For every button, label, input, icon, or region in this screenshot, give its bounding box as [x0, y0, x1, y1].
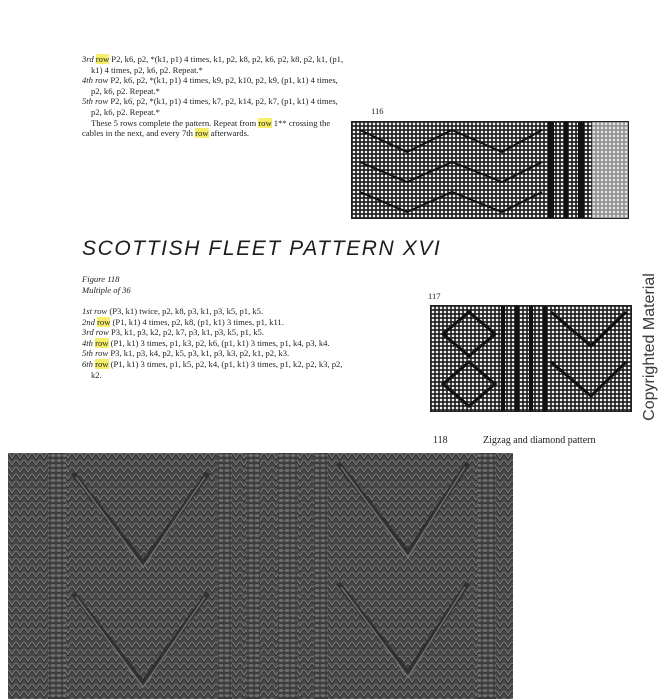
- row-text: P2, k6, p2, *(k1, p1) 4 times, k1, p2, k8, p2, k6, p2, k8, p2, k1, (p1, k1) 4 times, p2, k6, p2. Repeat.*: [91, 54, 344, 75]
- row-label: 5th row: [82, 96, 109, 107]
- row-label: 3rd: [82, 54, 94, 64]
- highlighted-word: row: [195, 128, 209, 139]
- summary-text: afterwards.: [208, 128, 250, 139]
- knit-texture-image: [8, 453, 513, 699]
- figure-118-number: 118: [433, 435, 448, 446]
- chart-117-grid: [430, 305, 632, 412]
- multiple-note: Multiple of 36: [82, 285, 131, 295]
- row-label: 4th: [82, 337, 93, 348]
- row-label: 4th row: [82, 75, 109, 86]
- knit-swatch-photo: [8, 453, 513, 699]
- summary-text: These 5 rows complete the pattern. Repeat from: [91, 117, 259, 128]
- summary-text: 1** crossing the cables in the next, and every 7th: [82, 117, 331, 139]
- highlighted-word: row: [97, 316, 111, 327]
- row-4-instruction: [82, 75, 350, 96]
- row-label: 3rd row: [82, 327, 109, 338]
- chart-116-svg: [352, 122, 628, 218]
- chart-116-grid: [351, 121, 629, 219]
- figure-reference: Figure 118: [82, 274, 120, 284]
- row-3-instruction: [82, 54, 350, 75]
- row-label: 6th: [82, 358, 93, 369]
- row-5-instruction: [82, 348, 350, 359]
- row-1-instruction: [82, 306, 350, 317]
- row-text: P2, k6, p2, *(k1, p1) 4 times, k9, p2, k10, p2, k9, (p1, k1) 4 times, p2, k6, p2. Repeat.*: [91, 75, 338, 96]
- highlighted-word: row: [95, 54, 110, 64]
- row-text: P3, k1, p3, k4, p2, k5, p3, k1, p3, k3, p2, k1, p2, k3.: [108, 348, 290, 359]
- chart-116-label: 116: [371, 106, 384, 116]
- page-heading: SCOTTISH FLEET PATTERN XVI: [82, 237, 442, 260]
- row-text: (P1, k1) 3 times, p1, k3, p2, k6, (p1, k1) 3 times, p1, k4, p3, k4.: [108, 337, 330, 348]
- chart-117-label: 117: [428, 291, 441, 301]
- highlighted-word: row: [95, 358, 109, 369]
- highlighted-word: row: [258, 117, 272, 128]
- row-label: 1st row: [82, 306, 108, 316]
- pattern-rows: [82, 306, 350, 380]
- row-6-instruction: [82, 359, 350, 380]
- row-label: 5th row: [82, 348, 109, 359]
- row-text: (P3, k1) twice, p2, k8, p3, k1, p3, k5, p1, k5.: [107, 306, 264, 316]
- row-2-instruction: [82, 317, 350, 328]
- row-5-instruction: [82, 96, 350, 117]
- row-text: (P1, k1) 4 times, p2, k8, (p1, k1) 3 times, p1, k11.: [110, 316, 284, 327]
- row-3-instruction: [82, 327, 350, 338]
- row-4-instruction: [82, 338, 350, 349]
- copyright-watermark: [640, 240, 660, 454]
- figure-118-caption: Zigzag and diamond pattern: [483, 435, 596, 446]
- chart-117-svg: [431, 306, 631, 411]
- row-label: 2nd: [82, 316, 95, 327]
- row-text: P3, k1, p3, k2, p2, k7, p3, k1, p3, k5, p1, k5.: [108, 327, 264, 338]
- pattern-rows-continued: [82, 54, 350, 139]
- watermark-text: Copyrighted Material: [641, 273, 658, 421]
- row-text: P2, k6, p2, *(k1, p1) 4 times, k7, p2, k14, p2, k7, (p1, k1) 4 times, p2, k6, p2. Repeat.*: [91, 96, 338, 117]
- summary-paragraph: [82, 118, 350, 139]
- row-text: (P1, k1) 3 times, p1, k5, p2, k4, (p1, k1) 3 times, p1, k2, p2, k3, p2, k2.: [91, 358, 343, 380]
- highlighted-word: row: [95, 337, 109, 348]
